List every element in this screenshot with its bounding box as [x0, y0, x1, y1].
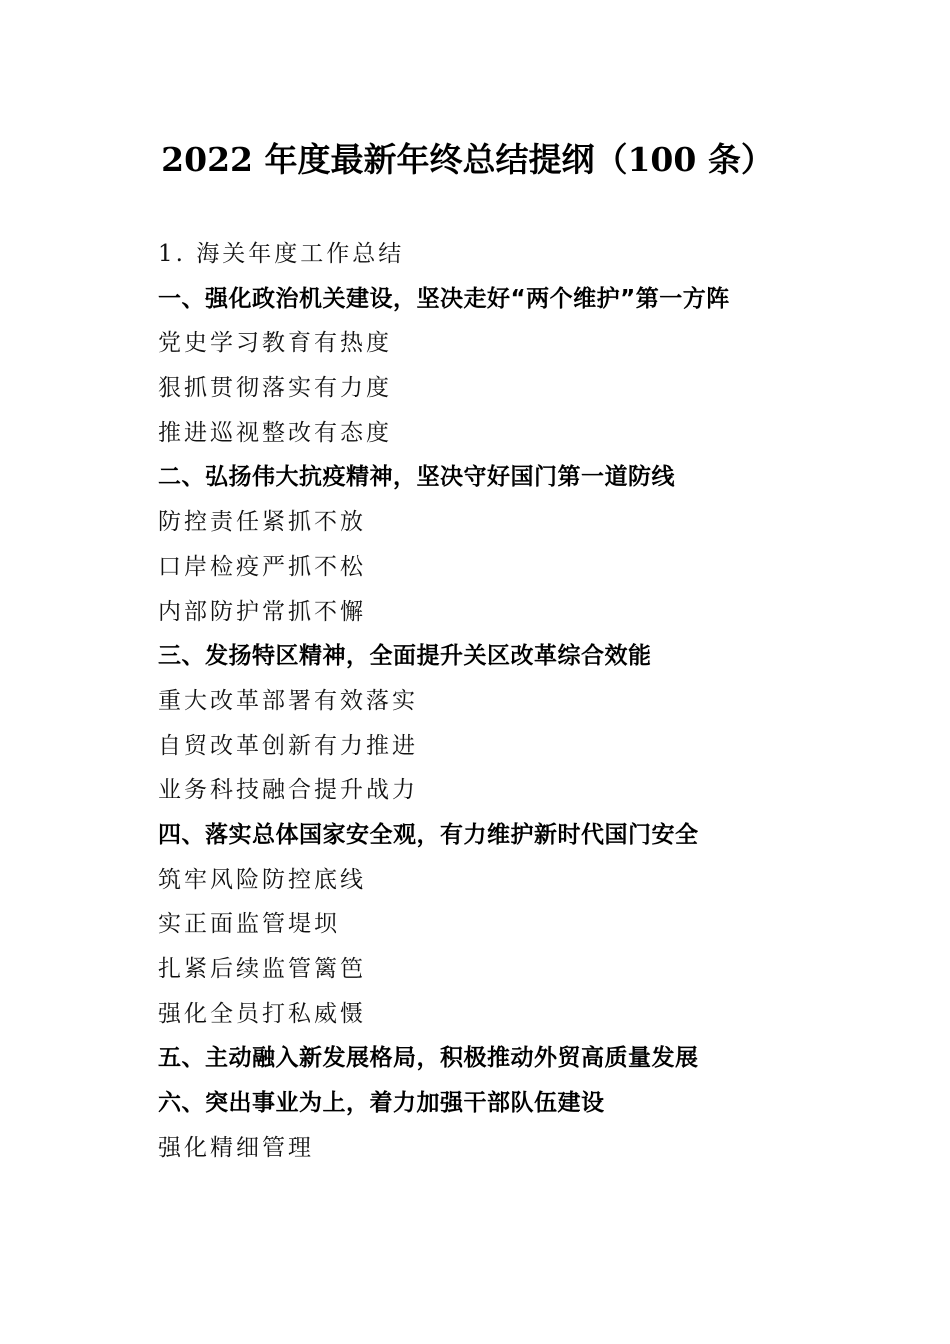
outline-list [158, 232, 918, 1170]
section-heading: 三、发扬特区精神，全面提升关区改革综合效能 [158, 643, 652, 670]
document-title: 2022 年度最新年终总结提纲（100 条） [161, 140, 774, 179]
outline-item: 口岸检疫严抓不松 [158, 553, 366, 580]
outline-item: 实正面监管堤坝 [158, 911, 340, 938]
outline-item: 业务科技融合提升战力 [158, 777, 418, 804]
outline-item: 强化精细管理 [158, 1134, 314, 1161]
outline-item: 强化全员打私威慑 [158, 1000, 366, 1027]
outline-item: 自贸改革创新有力推进 [158, 732, 418, 759]
outline-item: 防控责任紧抓不放 [158, 509, 366, 536]
section-heading: 一、强化政治机关建设，坚决走好“两个维护”第一方阵 [158, 285, 730, 312]
outline-item: 内部防护常抓不懈 [158, 598, 366, 625]
outline-item: 1. 海关年度工作总结 [158, 241, 405, 267]
section-heading: 二、弘扬伟大抗疫精神，坚决守好国门第一道防线 [158, 464, 675, 491]
section-heading: 六、突出事业为上，着力加强干部队伍建设 [158, 1090, 605, 1117]
outline-item: 推进巡视整改有态度 [158, 419, 392, 446]
outline-item: 狠抓贯彻落实有力度 [158, 375, 392, 402]
section-heading: 四、落实总体国家安全观，有力维护新时代国门安全 [158, 821, 699, 848]
section-heading: 五、主动融入新发展格局，积极推动外贸高质量发展 [158, 1045, 699, 1072]
outline-item: 党史学习教育有热度 [158, 330, 392, 357]
outline-item: 筑牢风险防控底线 [158, 866, 366, 893]
outline-item: 扎紧后续监管篱笆 [158, 956, 366, 982]
outline-item: 重大改革部署有效落实 [158, 687, 418, 714]
